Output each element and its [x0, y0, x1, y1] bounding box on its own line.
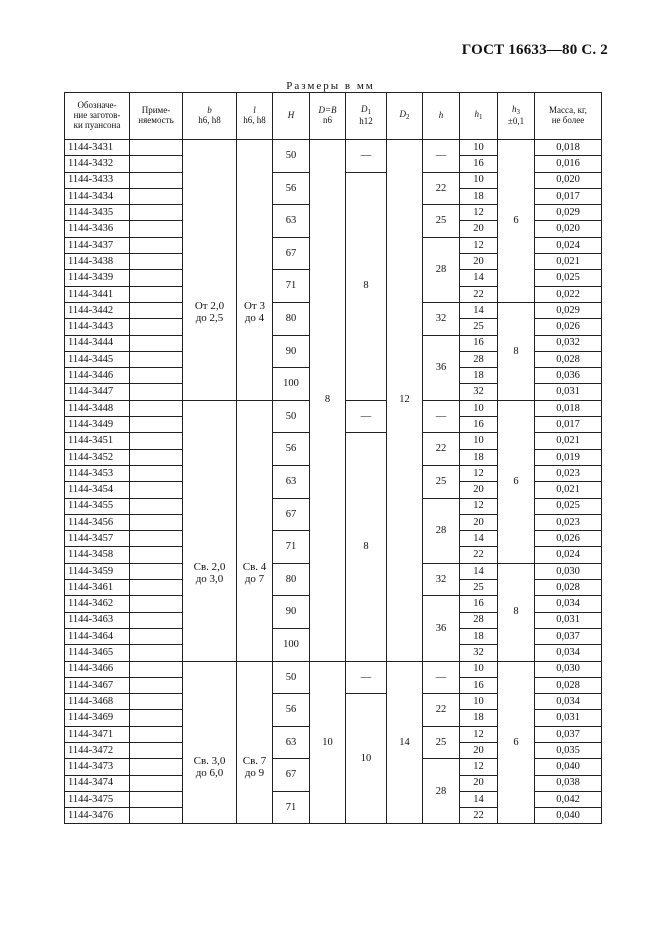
- cell-applicability: [130, 368, 183, 384]
- cell-designation: 1144-3446: [65, 368, 130, 384]
- cell-H: 71: [273, 531, 310, 564]
- cell-h1: 12: [460, 759, 498, 775]
- table-body: [65, 140, 602, 824]
- cell-applicability: [130, 286, 183, 302]
- cell-designation: 1144-3452: [65, 449, 130, 465]
- cell-mass: 0,021: [535, 433, 602, 449]
- cell-designation: 1144-3463: [65, 612, 130, 628]
- cell-designation: 1144-3462: [65, 596, 130, 612]
- cell-b: Св. 3,0 до 6,0: [183, 661, 237, 824]
- cell-h1: 18: [460, 368, 498, 384]
- cell-applicability: [130, 449, 183, 465]
- cell-h: —: [423, 661, 460, 694]
- cell-mass: 0,028: [535, 580, 602, 596]
- cell-h1: 16: [460, 677, 498, 693]
- cell-H: 90: [273, 596, 310, 629]
- header-h3: [498, 93, 535, 140]
- cell-designation: 1144-3471: [65, 726, 130, 742]
- cell-mass: 0,030: [535, 661, 602, 677]
- cell-applicability: [130, 498, 183, 514]
- cell-h1: 22: [460, 547, 498, 563]
- cell-h1: 10: [460, 694, 498, 710]
- cell-applicability: [130, 384, 183, 400]
- cell-H: 56: [273, 172, 310, 205]
- cell-designation: 1144-3464: [65, 628, 130, 644]
- header-H-symbol: H: [287, 110, 295, 121]
- cell-applicability: [130, 742, 183, 758]
- cell-applicability: [130, 710, 183, 726]
- cell-applicability: [130, 547, 183, 563]
- cell-mass: 0,032: [535, 335, 602, 351]
- cell-H: 63: [273, 205, 310, 238]
- cell-h1: 18: [460, 710, 498, 726]
- cell-h1: 18: [460, 188, 498, 204]
- cell-designation: 1144-3457: [65, 531, 130, 547]
- cell-D1: 8: [346, 172, 387, 400]
- cell-h: 25: [423, 465, 460, 498]
- cell-h1: 20: [460, 254, 498, 270]
- header-h3-symbol: h: [512, 104, 517, 115]
- cell-h: 28: [423, 759, 460, 824]
- cell-H: 67: [273, 498, 310, 531]
- cell-applicability: [130, 319, 183, 335]
- cell-H: 63: [273, 726, 310, 759]
- cell-designation: 1144-3439: [65, 270, 130, 286]
- cell-designation: 1144-3466: [65, 661, 130, 677]
- header-mass-line: Масса, кг,: [549, 105, 587, 116]
- cell-applicability: [130, 172, 183, 188]
- cell-h1: 14: [460, 270, 498, 286]
- header-D1-tolerance: h12: [359, 115, 373, 126]
- cell-designation: 1144-3449: [65, 417, 130, 433]
- cell-h1: 28: [460, 612, 498, 628]
- cell-h: 28: [423, 237, 460, 302]
- cell-designation: 1144-3445: [65, 351, 130, 367]
- cell-h1: 12: [460, 726, 498, 742]
- cell-applicability: [130, 254, 183, 270]
- cell-designation: 1144-3436: [65, 221, 130, 237]
- cell-h1: 14: [460, 791, 498, 807]
- cell-h: 22: [423, 172, 460, 205]
- cell-mass: 0,031: [535, 612, 602, 628]
- cell-h: 22: [423, 694, 460, 727]
- cell-H: 63: [273, 465, 310, 498]
- cell-applicability: [130, 791, 183, 807]
- cell-mass: 0,038: [535, 775, 602, 791]
- cell-designation: 1144-3434: [65, 188, 130, 204]
- header-h1-subscript: 1: [479, 113, 483, 122]
- cell-designation: 1144-3469: [65, 710, 130, 726]
- cell-h1: 10: [460, 140, 498, 156]
- cell-H: 71: [273, 270, 310, 303]
- cell-applicability: [130, 465, 183, 481]
- header-D1-subscript: 1: [367, 108, 371, 117]
- cell-h1: 32: [460, 645, 498, 661]
- header-D1: [346, 93, 387, 140]
- cell-designation: 1144-3447: [65, 384, 130, 400]
- cell-mass: 0,034: [535, 694, 602, 710]
- cell-mass: 0,029: [535, 302, 602, 318]
- cell-h: —: [423, 400, 460, 433]
- cell-designation: 1144-3454: [65, 482, 130, 498]
- cell-designation: 1144-3431: [65, 140, 130, 156]
- cell-D1: 10: [346, 694, 387, 824]
- page-header: ГОСТ 16633—80 С. 2: [461, 42, 608, 58]
- cell-mass: 0,017: [535, 417, 602, 433]
- cell-applicability: [130, 270, 183, 286]
- cell-H: 80: [273, 302, 310, 335]
- cell-applicability: [130, 514, 183, 530]
- cell-h1: 16: [460, 156, 498, 172]
- cell-applicability: [130, 612, 183, 628]
- cell-applicability: [130, 188, 183, 204]
- cell-designation: 1144-3468: [65, 694, 130, 710]
- cell-designation: 1144-3465: [65, 645, 130, 661]
- cell-h1: 10: [460, 433, 498, 449]
- cell-applicability: [130, 205, 183, 221]
- cell-h1: 18: [460, 449, 498, 465]
- header-applicability-line: няемость: [138, 115, 174, 125]
- cell-designation: 1144-3442: [65, 302, 130, 318]
- cell-h1: 20: [460, 482, 498, 498]
- cell-mass: 0,019: [535, 449, 602, 465]
- cell-mass: 0,024: [535, 237, 602, 253]
- cell-H: 80: [273, 563, 310, 596]
- cell-l: Св. 4 до 7: [237, 400, 273, 661]
- cell-D2: 12: [387, 140, 423, 662]
- cell-h: 36: [423, 596, 460, 661]
- cell-h1: 12: [460, 465, 498, 481]
- cell-mass: 0,024: [535, 547, 602, 563]
- cell-designation: 1144-3451: [65, 433, 130, 449]
- cell-applicability: [130, 759, 183, 775]
- cell-applicability: [130, 694, 183, 710]
- cell-mass: 0,040: [535, 808, 602, 824]
- header-l: [237, 93, 273, 140]
- header-mass-line: не более: [551, 115, 585, 125]
- cell-h1: 25: [460, 580, 498, 596]
- cell-designation: 1144-3474: [65, 775, 130, 791]
- cell-h: —: [423, 140, 460, 173]
- header-DB-symbol: D=B: [318, 105, 337, 116]
- cell-designation: 1144-3455: [65, 498, 130, 514]
- cell-H: 50: [273, 661, 310, 694]
- cell-mass: 0,022: [535, 286, 602, 302]
- cell-D1: —: [346, 661, 387, 694]
- cell-H: 67: [273, 759, 310, 792]
- cell-h1: 12: [460, 237, 498, 253]
- header-designation-line: ние заготов-: [73, 110, 121, 121]
- cell-applicability: [130, 400, 183, 416]
- cell-h1: 16: [460, 596, 498, 612]
- cell-DB: 8: [310, 140, 346, 662]
- cell-designation: 1144-3437: [65, 237, 130, 253]
- cell-applicability: [130, 351, 183, 367]
- cell-h: 25: [423, 726, 460, 759]
- header-designation: [65, 93, 130, 140]
- header-designation-line: ки пуансона: [73, 119, 121, 130]
- cell-D2: 14: [387, 661, 423, 824]
- cell-h1: 16: [460, 335, 498, 351]
- cell-h1: 10: [460, 661, 498, 677]
- cell-designation: 1144-3472: [65, 742, 130, 758]
- header-b-symbol: b: [207, 105, 212, 116]
- cell-mass: 0,026: [535, 319, 602, 335]
- cell-designation: 1144-3435: [65, 205, 130, 221]
- cell-mass: 0,021: [535, 482, 602, 498]
- header-H: [273, 93, 310, 140]
- cell-h: 36: [423, 335, 460, 400]
- cell-applicability: [130, 482, 183, 498]
- cell-h1: 16: [460, 417, 498, 433]
- header-h3-subscript: 3: [516, 108, 520, 117]
- cell-mass: 0,023: [535, 465, 602, 481]
- cell-h1: 14: [460, 302, 498, 318]
- cell-mass: 0,028: [535, 351, 602, 367]
- cell-designation: 1144-3433: [65, 172, 130, 188]
- cell-H: 50: [273, 400, 310, 433]
- cell-mass: 0,035: [535, 742, 602, 758]
- cell-applicability: [130, 808, 183, 824]
- cell-h3: 8: [498, 563, 535, 661]
- cell-applicability: [130, 140, 183, 156]
- table-header-row: [65, 93, 602, 140]
- cell-designation: 1144-3453: [65, 465, 130, 481]
- cell-h1: 12: [460, 498, 498, 514]
- cell-applicability: [130, 237, 183, 253]
- header-h1: [460, 93, 498, 140]
- cell-h3: 6: [498, 140, 535, 303]
- cell-mass: 0,016: [535, 156, 602, 172]
- cell-designation: 1144-3473: [65, 759, 130, 775]
- header-mass: [535, 93, 602, 140]
- header-l-symbol: l: [253, 105, 256, 116]
- cell-mass: 0,025: [535, 498, 602, 514]
- cell-applicability: [130, 645, 183, 661]
- cell-mass: 0,017: [535, 188, 602, 204]
- cell-mass: 0,023: [535, 514, 602, 530]
- table-caption: Размеры в мм: [286, 80, 375, 92]
- cell-mass: 0,020: [535, 172, 602, 188]
- cell-D1: 8: [346, 433, 387, 661]
- cell-l: Св. 7 до 9: [237, 661, 273, 824]
- cell-mass: 0,037: [535, 726, 602, 742]
- cell-designation: 1144-3459: [65, 563, 130, 579]
- cell-designation: 1144-3476: [65, 808, 130, 824]
- cell-designation: 1144-3458: [65, 547, 130, 563]
- cell-applicability: [130, 417, 183, 433]
- cell-H: 90: [273, 335, 310, 368]
- cell-H: 100: [273, 628, 310, 661]
- cell-mass: 0,025: [535, 270, 602, 286]
- cell-applicability: [130, 661, 183, 677]
- cell-applicability: [130, 156, 183, 172]
- header-b-tolerance: h6, h8: [198, 115, 221, 125]
- cell-mass: 0,036: [535, 368, 602, 384]
- cell-designation: 1144-3461: [65, 580, 130, 596]
- cell-D1: —: [346, 140, 387, 173]
- cell-h1: 12: [460, 205, 498, 221]
- cell-applicability: [130, 531, 183, 547]
- header-DB: [310, 93, 346, 140]
- cell-designation: 1144-3441: [65, 286, 130, 302]
- header-DB-tolerance: n6: [323, 115, 332, 125]
- cell-applicability: [130, 563, 183, 579]
- cell-mass: 0,031: [535, 384, 602, 400]
- cell-h3: 6: [498, 661, 535, 824]
- cell-l: От 3 до 4: [237, 140, 273, 401]
- cell-H: 67: [273, 237, 310, 270]
- header-h1-symbol: h: [474, 109, 479, 120]
- cell-h1: 14: [460, 531, 498, 547]
- cell-H: 50: [273, 140, 310, 173]
- cell-H: 56: [273, 433, 310, 466]
- cell-designation: 1144-3443: [65, 319, 130, 335]
- cell-h1: 18: [460, 628, 498, 644]
- cell-applicability: [130, 433, 183, 449]
- cell-mass: 0,042: [535, 791, 602, 807]
- cell-designation: 1144-3432: [65, 156, 130, 172]
- cell-applicability: [130, 628, 183, 644]
- cell-mass: 0,040: [535, 759, 602, 775]
- cell-h1: 20: [460, 514, 498, 530]
- cell-mass: 0,034: [535, 596, 602, 612]
- cell-applicability: [130, 726, 183, 742]
- cell-D1: —: [346, 400, 387, 433]
- cell-h1: 28: [460, 351, 498, 367]
- cell-h1: 25: [460, 319, 498, 335]
- cell-DB: 10: [310, 661, 346, 824]
- cell-h: 32: [423, 302, 460, 335]
- header-h-symbol: h: [438, 110, 444, 121]
- cell-H: 56: [273, 694, 310, 727]
- cell-applicability: [130, 596, 183, 612]
- cell-b: От 2,0 до 2,5: [183, 140, 237, 401]
- cell-h1: 20: [460, 775, 498, 791]
- cell-applicability: [130, 775, 183, 791]
- cell-h1: 20: [460, 742, 498, 758]
- cell-h3: 8: [498, 302, 535, 400]
- cell-h1: 14: [460, 563, 498, 579]
- cell-h1: 22: [460, 808, 498, 824]
- header-h: [423, 93, 460, 140]
- table-row: [65, 140, 602, 156]
- dimensions-table: [64, 92, 602, 824]
- cell-mass: 0,026: [535, 531, 602, 547]
- cell-mass: 0,029: [535, 205, 602, 221]
- cell-designation: 1144-3475: [65, 791, 130, 807]
- header-designation-line: Обозначе-: [77, 100, 117, 111]
- header-D2: [387, 93, 423, 140]
- cell-h: 32: [423, 563, 460, 596]
- header-D2-subscript: 2: [406, 113, 410, 122]
- cell-applicability: [130, 302, 183, 318]
- cell-h1: 22: [460, 286, 498, 302]
- cell-mass: 0,018: [535, 140, 602, 156]
- cell-h: 22: [423, 433, 460, 466]
- cell-designation: 1144-3456: [65, 514, 130, 530]
- header-h3-tolerance: ±0,1: [507, 115, 525, 126]
- cell-h1: 32: [460, 384, 498, 400]
- cell-mass: 0,018: [535, 400, 602, 416]
- cell-mass: 0,020: [535, 221, 602, 237]
- header-l-tolerance: h6, h8: [243, 115, 266, 125]
- cell-mass: 0,034: [535, 645, 602, 661]
- cell-h1: 10: [460, 172, 498, 188]
- header-b: [183, 93, 237, 140]
- cell-H: 71: [273, 791, 310, 824]
- cell-mass: 0,021: [535, 254, 602, 270]
- cell-designation: 1144-3467: [65, 677, 130, 693]
- cell-h1: 20: [460, 221, 498, 237]
- table-row: [65, 661, 602, 677]
- header-applicability-line: Приме-: [141, 105, 171, 116]
- cell-designation: 1144-3438: [65, 254, 130, 270]
- header-D1-symbol: D: [361, 104, 368, 115]
- cell-mass: 0,028: [535, 677, 602, 693]
- cell-applicability: [130, 335, 183, 351]
- cell-applicability: [130, 580, 183, 596]
- cell-designation: 1144-3444: [65, 335, 130, 351]
- cell-designation: 1144-3448: [65, 400, 130, 416]
- cell-mass: 0,037: [535, 628, 602, 644]
- cell-h1: 10: [460, 400, 498, 416]
- cell-h: 25: [423, 205, 460, 238]
- cell-H: 100: [273, 368, 310, 401]
- cell-h: 28: [423, 498, 460, 563]
- cell-mass: 0,030: [535, 563, 602, 579]
- cell-h3: 6: [498, 400, 535, 563]
- cell-applicability: [130, 221, 183, 237]
- cell-mass: 0,031: [535, 710, 602, 726]
- header-D2-symbol: D: [399, 109, 406, 120]
- header-applicability: [130, 93, 183, 140]
- cell-b: Св. 2,0 до 3,0: [183, 400, 237, 661]
- cell-applicability: [130, 677, 183, 693]
